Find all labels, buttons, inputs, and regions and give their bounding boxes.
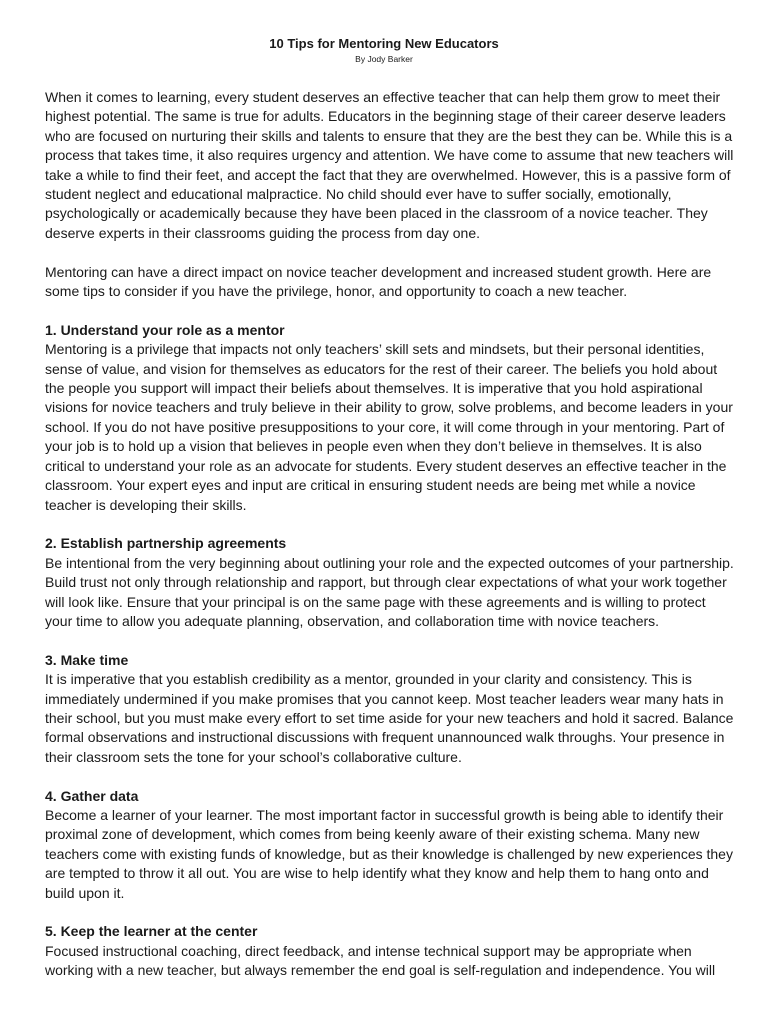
- tip-body: It is imperative that you establish credibility as a mentor, grounded in your clarity and consistency. This is immediately undermined if you make promises that you cannot keep. Most teacher leaders wear many hats in their school, but you must make every effort to set time aside for your new teachers and hold it sacred. Balance formal observations and instructional discussions with frequent unannounced walk throughs. Your presence in their classroom sets the tone for your school’s collaborative culture.: [45, 671, 734, 765]
- tip-section: [45, 787, 735, 903]
- tip-heading: 5. Keep the learner at the center: [45, 923, 258, 940]
- document-body: [45, 88, 735, 1000]
- tip-heading: 4. Gather data: [45, 787, 139, 804]
- tip-body: Focused instructional coaching, direct feedback, and intense technical support may be appropriate when working with a new teacher, but always remember the end goal is self-regulation and independence. You will: [45, 942, 716, 979]
- document-title: 10 Tips for Mentoring New Educators: [269, 36, 499, 51]
- tip-section: [45, 534, 735, 631]
- tip-section: [45, 922, 735, 980]
- tip-section: [45, 321, 735, 515]
- document-byline: By Jody Barker: [355, 54, 413, 64]
- intro-paragraph: When it comes to learning, every student deserves an effective teacher that can help them grow to meet their highest potential. The same is true for adults. Educators in the beginning stage of their career deserve leaders who are focused on nurturing their skills and talents to ensure that they are the best they can be. While this is a process that takes time, it also requires urgency and attention. We have come to assume that new teachers will take a while to find their feet, and accept the fact that they are overwhelmed. However, this is a passive form of student neglect and educational malpractice. No child should ever have to suffer socially, emotionally, psychologically or academically because they have been placed in the classroom of a novice teacher. They deserve experts in their classrooms guiding the process from day one.: [45, 89, 734, 241]
- tip-body: Mentoring is a privilege that impacts not only teachers’ skill sets and mindsets, but their personal identities, sense of value, and vision for themselves as educators for the rest of their career. The beliefs you hold about the people you support will impact their beliefs about themselves. It is imperative that you hold aspirational visions for novice teachers and truly believe in their ability to grow, solve problems, and become leaders in your school. If you do not have positive presuppositions to your core, it will come through in your mentoring. Part of your job is to hold up a vision that believes in people even when they don’t believe in themselves. It is also critical to understand your role as an advocate for students. Every student deserves an effective teacher in the classroom. Your expert eyes and input are critical in ensuring student needs are being met while a novice teacher is developing their skills.: [45, 341, 733, 513]
- tip-heading: 1. Understand your role as a mentor: [45, 321, 285, 338]
- tip-heading: 2. Establish partnership agreements: [45, 535, 287, 552]
- tip-heading: 3. Make time: [45, 651, 129, 668]
- tip-body: Be intentional from the very beginning about outlining your role and the expected outcomes of your partnership. Build trust not only through relationship and rapport, but through clear expectations of what your work together will look like. Ensure that your principal is on the same page with these agreements and is willing to protect your time to allow you adequate planning, observation, and collaboration time with novice teachers.: [45, 554, 734, 629]
- tip-section: [45, 651, 735, 767]
- tip-body: Become a learner of your learner. The most important factor in successful growth is being able to identify their proximal zone of development, which comes from being keenly aware of their existing schema. Many new teachers come with existing funds of knowledge, but as their knowledge is challenged by new experiences they are tempted to throw it all out. You are wise to help identify what they know and help them to hang onto and build upon it.: [45, 806, 733, 901]
- intro-paragraph: Mentoring can have a direct impact on novice teacher development and increased student growth. Here are some tips to consider if you have the privilege, honor, and opportunity to coach a new teacher.: [45, 263, 712, 300]
